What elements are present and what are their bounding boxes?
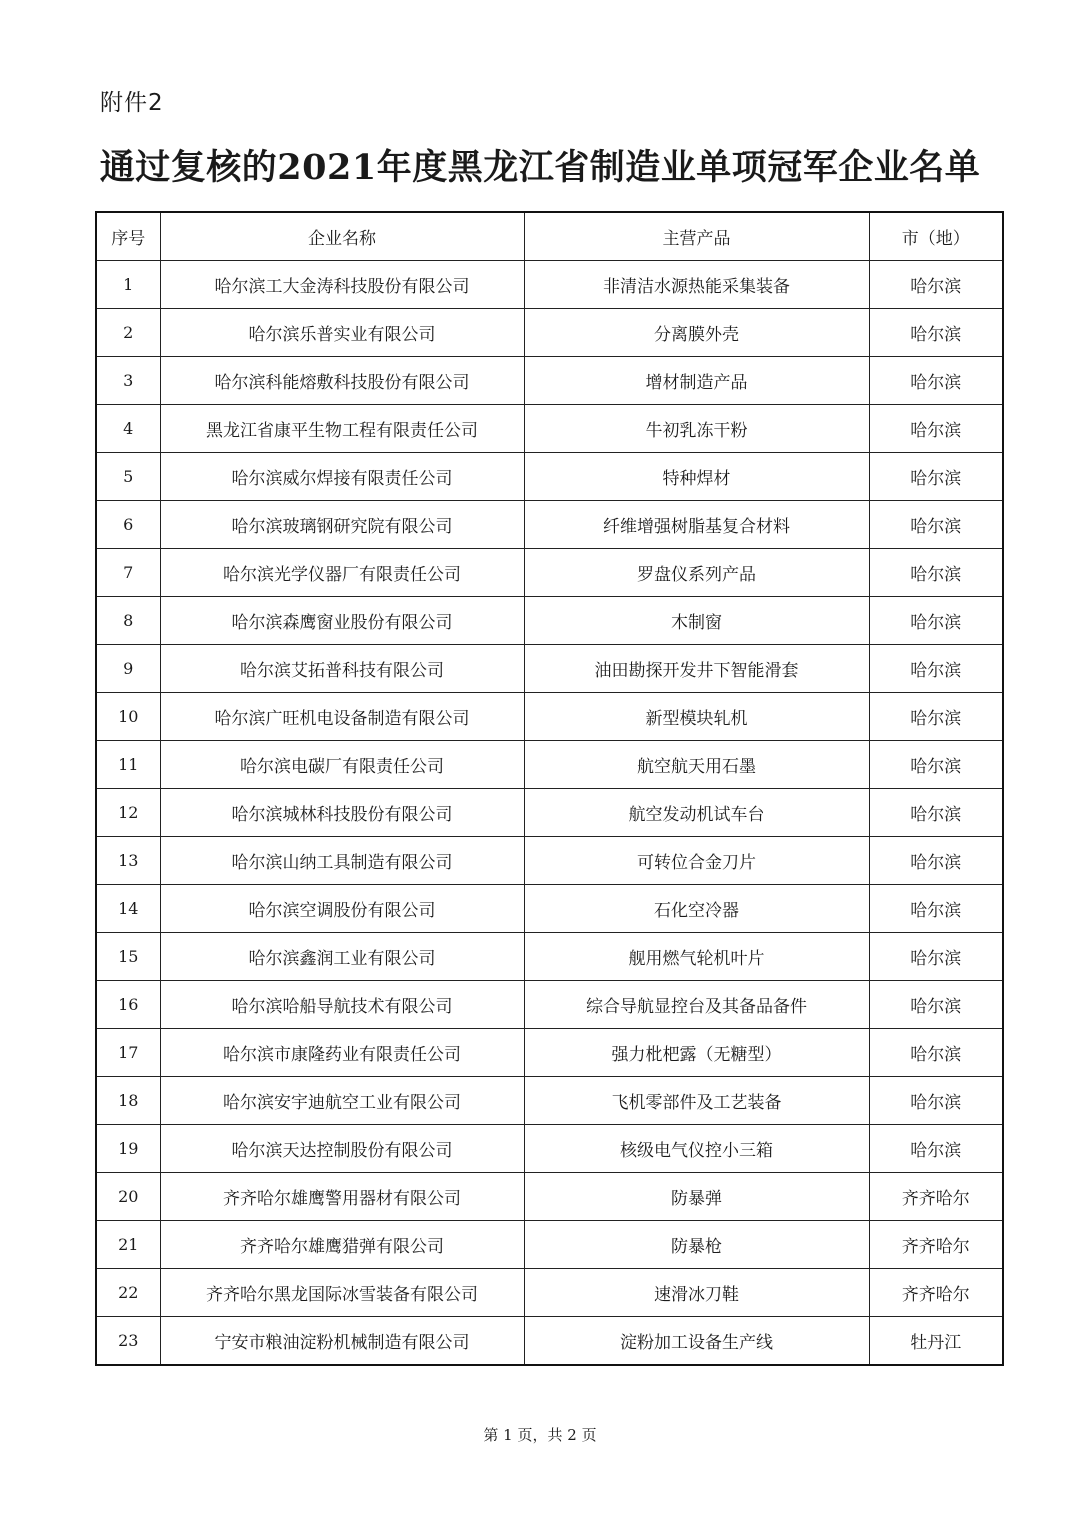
table-row xyxy=(96,405,1003,453)
company-name: 哈尔滨鑫润工业有限公司 xyxy=(160,933,524,981)
company-name: 黑龙江省康平生物工程有限责任公司 xyxy=(160,405,524,453)
row-index: 3 xyxy=(96,357,160,405)
main-product: 油田勘探开发井下智能滑套 xyxy=(524,645,869,693)
city: 哈尔滨 xyxy=(869,405,1003,453)
main-product: 罗盘仪系列产品 xyxy=(524,549,869,597)
main-product: 飞机零部件及工艺装备 xyxy=(524,1077,869,1125)
company-name: 哈尔滨光学仪器厂有限责任公司 xyxy=(160,549,524,597)
main-product: 综合导航显控台及其备品备件 xyxy=(524,981,869,1029)
city: 齐齐哈尔 xyxy=(869,1173,1003,1221)
main-product: 强力枇杷露（无糖型） xyxy=(524,1029,869,1077)
company-name: 哈尔滨广旺机电设备制造有限公司 xyxy=(160,693,524,741)
main-product: 木制窗 xyxy=(524,597,869,645)
table-row xyxy=(96,549,1003,597)
table-row xyxy=(96,885,1003,933)
header-index: 序号 xyxy=(96,212,160,261)
company-name: 哈尔滨市康隆药业有限责任公司 xyxy=(160,1029,524,1077)
main-product: 淀粉加工设备生产线 xyxy=(524,1317,869,1366)
main-product: 航空发动机试车台 xyxy=(524,789,869,837)
city: 牡丹江 xyxy=(869,1317,1003,1366)
table-row xyxy=(96,741,1003,789)
main-product: 新型模块轧机 xyxy=(524,693,869,741)
table-row xyxy=(96,1077,1003,1125)
table-header-row xyxy=(96,212,1003,261)
row-index: 11 xyxy=(96,741,160,789)
city: 哈尔滨 xyxy=(869,1029,1003,1077)
row-index: 1 xyxy=(96,261,160,309)
main-product: 分离膜外壳 xyxy=(524,309,869,357)
row-index: 15 xyxy=(96,933,160,981)
company-name: 哈尔滨乐普实业有限公司 xyxy=(160,309,524,357)
row-index: 20 xyxy=(96,1173,160,1221)
row-index: 23 xyxy=(96,1317,160,1366)
city: 哈尔滨 xyxy=(869,933,1003,981)
table-row xyxy=(96,357,1003,405)
company-name: 齐齐哈尔雄鹰猎弹有限公司 xyxy=(160,1221,524,1269)
company-name: 哈尔滨森鹰窗业股份有限公司 xyxy=(160,597,524,645)
document-title: 通过复核的2021年度黑龙江省制造业单项冠军企业名单 xyxy=(99,147,981,188)
row-index: 8 xyxy=(96,597,160,645)
company-name: 哈尔滨哈船导航技术有限公司 xyxy=(160,981,524,1029)
table-row xyxy=(96,309,1003,357)
row-index: 2 xyxy=(96,309,160,357)
row-index: 22 xyxy=(96,1269,160,1317)
company-name: 齐齐哈尔黑龙国际冰雪装备有限公司 xyxy=(160,1269,524,1317)
table-row xyxy=(96,1221,1003,1269)
row-index: 13 xyxy=(96,837,160,885)
city: 哈尔滨 xyxy=(869,837,1003,885)
row-index: 4 xyxy=(96,405,160,453)
table-body xyxy=(96,261,1003,1366)
row-index: 6 xyxy=(96,501,160,549)
table-row xyxy=(96,1269,1003,1317)
city: 哈尔滨 xyxy=(869,645,1003,693)
table-row xyxy=(96,645,1003,693)
main-product: 舰用燃气轮机叶片 xyxy=(524,933,869,981)
city: 哈尔滨 xyxy=(869,693,1003,741)
table-row xyxy=(96,981,1003,1029)
header-product: 主营产品 xyxy=(524,212,869,261)
company-name: 哈尔滨空调股份有限公司 xyxy=(160,885,524,933)
main-product: 可转位合金刀片 xyxy=(524,837,869,885)
main-product: 特种焊材 xyxy=(524,453,869,501)
row-index: 12 xyxy=(96,789,160,837)
table-row xyxy=(96,1125,1003,1173)
table-row xyxy=(96,1317,1003,1366)
main-product: 航空航天用石墨 xyxy=(524,741,869,789)
company-name: 哈尔滨山纳工具制造有限公司 xyxy=(160,837,524,885)
table-row xyxy=(96,1173,1003,1221)
table-row xyxy=(96,789,1003,837)
table-row xyxy=(96,501,1003,549)
company-name: 哈尔滨安宇迪航空工业有限公司 xyxy=(160,1077,524,1125)
enterprise-table-container xyxy=(95,211,1002,1366)
row-index: 21 xyxy=(96,1221,160,1269)
main-product: 增材制造产品 xyxy=(524,357,869,405)
city: 哈尔滨 xyxy=(869,1077,1003,1125)
company-name: 哈尔滨天达控制股份有限公司 xyxy=(160,1125,524,1173)
row-index: 10 xyxy=(96,693,160,741)
company-name: 哈尔滨城林科技股份有限公司 xyxy=(160,789,524,837)
main-product: 石化空冷器 xyxy=(524,885,869,933)
main-product: 非清洁水源热能采集装备 xyxy=(524,261,869,309)
city: 哈尔滨 xyxy=(869,789,1003,837)
city: 齐齐哈尔 xyxy=(869,1221,1003,1269)
company-name: 哈尔滨科能熔敷科技股份有限公司 xyxy=(160,357,524,405)
company-name: 哈尔滨威尔焊接有限责任公司 xyxy=(160,453,524,501)
city: 哈尔滨 xyxy=(869,309,1003,357)
main-product: 防暴弹 xyxy=(524,1173,869,1221)
main-product: 核级电气仪控小三箱 xyxy=(524,1125,869,1173)
row-index: 16 xyxy=(96,981,160,1029)
row-index: 18 xyxy=(96,1077,160,1125)
city: 哈尔滨 xyxy=(869,261,1003,309)
city: 哈尔滨 xyxy=(869,597,1003,645)
city: 哈尔滨 xyxy=(869,549,1003,597)
table-row xyxy=(96,933,1003,981)
table-row xyxy=(96,453,1003,501)
city: 哈尔滨 xyxy=(869,741,1003,789)
row-index: 17 xyxy=(96,1029,160,1077)
company-name: 齐齐哈尔雄鹰警用器材有限公司 xyxy=(160,1173,524,1221)
table-row xyxy=(96,837,1003,885)
company-name: 哈尔滨工大金涛科技股份有限公司 xyxy=(160,261,524,309)
city: 哈尔滨 xyxy=(869,357,1003,405)
main-product: 纤维增强树脂基复合材料 xyxy=(524,501,869,549)
city: 哈尔滨 xyxy=(869,981,1003,1029)
main-product: 速滑冰刀鞋 xyxy=(524,1269,869,1317)
company-name: 哈尔滨玻璃钢研究院有限公司 xyxy=(160,501,524,549)
row-index: 14 xyxy=(96,885,160,933)
row-index: 5 xyxy=(96,453,160,501)
main-product: 牛初乳冻干粉 xyxy=(524,405,869,453)
row-index: 7 xyxy=(96,549,160,597)
table-row xyxy=(96,597,1003,645)
company-name: 哈尔滨艾拓普科技有限公司 xyxy=(160,645,524,693)
city: 哈尔滨 xyxy=(869,1125,1003,1173)
table-row xyxy=(96,261,1003,309)
city: 哈尔滨 xyxy=(869,453,1003,501)
row-index: 9 xyxy=(96,645,160,693)
city: 齐齐哈尔 xyxy=(869,1269,1003,1317)
row-index: 19 xyxy=(96,1125,160,1173)
city: 哈尔滨 xyxy=(869,885,1003,933)
main-product: 防暴枪 xyxy=(524,1221,869,1269)
page-footer: 第 1 页，共 2 页 xyxy=(483,1426,597,1444)
attachment-label: 附件2 xyxy=(100,90,164,116)
enterprise-table xyxy=(95,211,1004,1366)
table-row xyxy=(96,1029,1003,1077)
header-company: 企业名称 xyxy=(160,212,524,261)
header-city: 市（地） xyxy=(869,212,1003,261)
company-name: 宁安市粮油淀粉机械制造有限公司 xyxy=(160,1317,524,1366)
company-name: 哈尔滨电碳厂有限责任公司 xyxy=(160,741,524,789)
table-row xyxy=(96,693,1003,741)
city: 哈尔滨 xyxy=(869,501,1003,549)
